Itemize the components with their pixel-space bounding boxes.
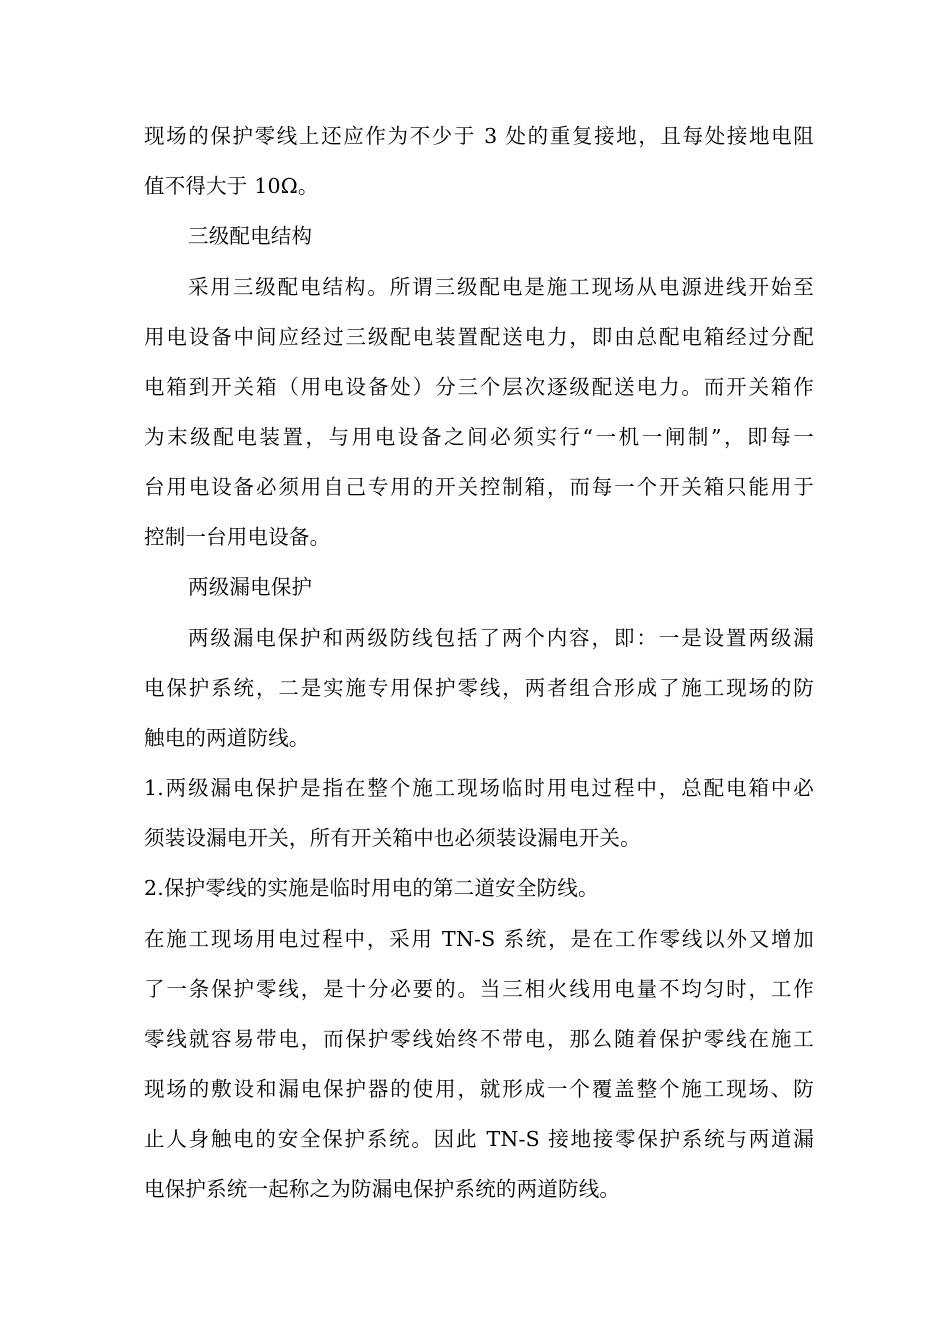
text-line: 触电的两道防线。 [144, 726, 310, 750]
text-line: 须装设漏电开关，所有开关箱中也必须装设漏电开关。 [144, 826, 641, 850]
text-line: 两级漏电保护和两级防线包括了两个内容，即：一是设置两级漏 [188, 626, 814, 650]
text-line: 控制一台用电设备。 [144, 525, 331, 549]
text-line: 值不得大于 10Ω。 [144, 174, 319, 198]
text-line: 台用电设备必须用自己专用的开关控制箱，而每一个开关箱只能用于 [144, 475, 814, 499]
text-line: 现场的敷设和漏电保护器的使用，就形成一个覆盖整个施工现场、防 [144, 1077, 814, 1101]
text-line: 现场的保护零线上还应作为不少于 3 处的重复接地，且每处接地电阻 [144, 124, 814, 148]
text-line: 了一条保护零线，是十分必要的。当三相火线用电量不均匀时，工作 [144, 977, 814, 1001]
section-heading: 三级配电结构 [188, 224, 313, 248]
text-line: 采用三级配电结构。所谓三级配电是施工现场从电源进线开始至 [188, 275, 814, 299]
text-line: 电箱到开关箱（用电设备处）分三个层次逐级配送电力。而开关箱作 [144, 375, 814, 399]
section-heading: 两级漏电保护 [188, 575, 313, 599]
text-line: 电保护系统一起称之为防漏电保护系统的两道防线。 [144, 1177, 621, 1201]
text-line: 止人身触电的安全保护系统。因此 TN-S 接地接零保护系统与两道漏 [144, 1127, 814, 1151]
text-line: 在施工现场用电过程中，采用 TN-S 系统，是在工作零线以外又增加 [144, 927, 814, 951]
list-item: 2.保护零线的实施是临时用电的第二道安全防线。 [144, 876, 599, 900]
text-line: 电保护系统，二是实施专用保护零线，两者组合形成了施工现场的防 [144, 676, 814, 700]
text-line: 为末级配电装置，与用电设备之间必须实行“一机一闸制”，即每一 [144, 425, 814, 449]
text-line: 零线就容易带电，而保护零线始终不带电，那么随着保护零线在施工 [144, 1027, 814, 1051]
text-line: 用电设备中间应经过三级配电装置配送电力，即由总配电箱经过分配 [144, 325, 814, 349]
list-item: 1.两级漏电保护是指在整个施工现场临时用电过程中，总配电箱中必 [144, 776, 814, 800]
